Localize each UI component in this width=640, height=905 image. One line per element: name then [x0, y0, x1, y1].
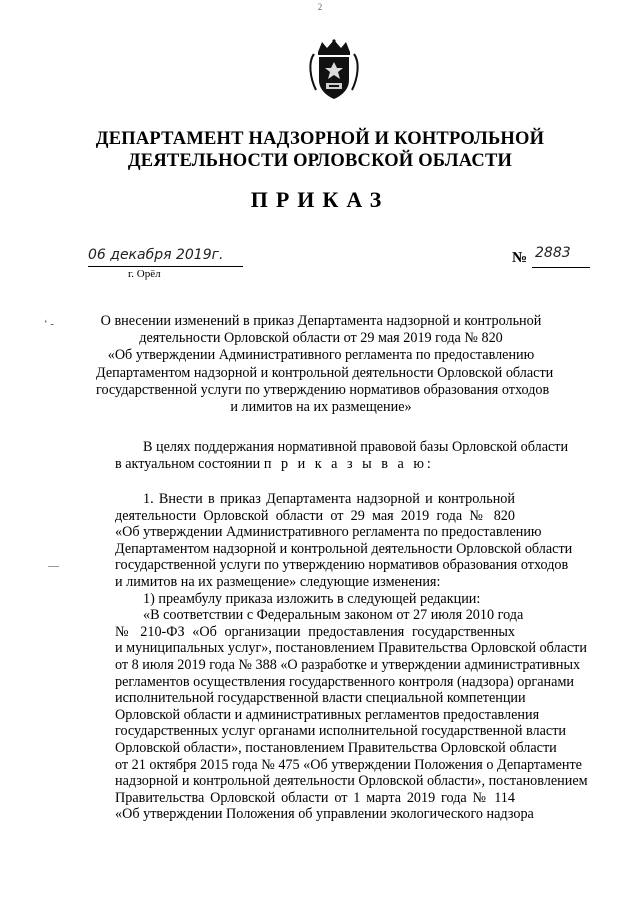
- body-line: «Об утверждении Положения об управлении экологического надзора: [115, 806, 534, 823]
- subject-line: государственной услуги по утверждению нормативов образования отходов: [96, 381, 550, 398]
- department-title-line: ДЕЯТЕЛЬНОСТИ ОРЛОВСКОЙ ОБЛАСТИ: [127, 151, 513, 171]
- preamble-text: в актуальном состоянии: [115, 455, 261, 472]
- body-line: «Об утверждении Административного регламента по предоставлению: [115, 524, 542, 541]
- page-number: 2: [317, 2, 323, 12]
- number-label: №: [512, 250, 528, 266]
- body-line: государственной услуги по утверждению нормативов образования отходов: [115, 557, 569, 574]
- department-title: [60, 128, 580, 172]
- margin-mark: —: [48, 560, 59, 572]
- subject-line: Департаментом надзорной и контрольной деятельности Орловской области: [96, 364, 554, 381]
- body-line: № 210-ФЗ «Об организации предоставления государственных: [115, 623, 515, 640]
- body-line: от 8 июля 2019 года № 388 «О разработке и утверждении административных: [115, 656, 581, 673]
- subject-line: «Об утверждении Административного регламента по предоставлению: [107, 347, 535, 364]
- preamble-line: В целях поддержания нормативной правовой базы Орловской области: [143, 439, 569, 455]
- department-title-line: ДЕПАРТАМЕНТ НАДЗОРНОЙ И КОНТРОЛЬНОЙ: [95, 129, 545, 149]
- date-underline: [88, 266, 243, 267]
- body-line: государственных услуг органами исполнительной государственной власти: [115, 723, 567, 740]
- margin-mark: ‘ -: [44, 318, 55, 330]
- body-line: 1) преамбулу приказа изложить в следующей редакции:: [143, 590, 481, 607]
- document-type-title: ПРИКАЗ: [250, 187, 390, 212]
- number-underline: [532, 267, 590, 268]
- preamble-line-2: [115, 456, 515, 473]
- order-word: п р и к а з ы в а ю:: [263, 455, 434, 472]
- subject-line: О внесении изменений в приказ Департамента надзорной и контрольной: [100, 313, 542, 329]
- preamble-paragraph: [115, 439, 569, 472]
- body-line: и лимитов на их размещение» следующие изменения:: [115, 573, 441, 590]
- body-line: Департаментом надзорной и контрольной деятельности Орловской области: [115, 540, 573, 557]
- body-line: «В соответствии с Федеральным законом от 27 июля 2010 года: [143, 607, 524, 624]
- body-line: Орловской области», постановлением Правительства Орловской области: [115, 739, 557, 756]
- body-line: регламентов осуществления государственного контроля (надзора) органами: [115, 673, 575, 690]
- subject-line: и лимитов на их размещение»: [230, 399, 412, 416]
- order-subject: [96, 313, 554, 416]
- place-of-issue: г. Орёл: [128, 268, 161, 280]
- body-line: Орловской области и административных регламентов предоставления: [115, 706, 540, 723]
- handwritten-date: 06 декабря 2019г.: [88, 247, 224, 263]
- body-line: исполнительной государственной власти специальной компетенции: [115, 690, 526, 707]
- subject-line: деятельности Орловской области от 29 мая 2019 года № 820: [139, 330, 503, 347]
- body-line: деятельности Орловской области от 29 мая 2019 года № 820: [115, 507, 515, 524]
- item-1-paragraph: [115, 491, 588, 823]
- body-line: Правительства Орловской области от 1 марта 2019 года № 114: [115, 789, 515, 806]
- body-line: надзорной и контрольной деятельности Орловской области», постановлением: [115, 773, 588, 790]
- body-line: 1. Внести в приказ Департамента надзорной и контрольной: [143, 491, 515, 507]
- body-line: от 21 октября 2015 года № 475 «Об утверждении Положения о Департаменте: [115, 756, 582, 773]
- handwritten-number: 2883: [535, 245, 571, 261]
- coat-of-arms-emblem: [304, 38, 364, 102]
- body-line: и муниципальных услуг», постановлением Правительства Орловской области: [115, 640, 587, 657]
